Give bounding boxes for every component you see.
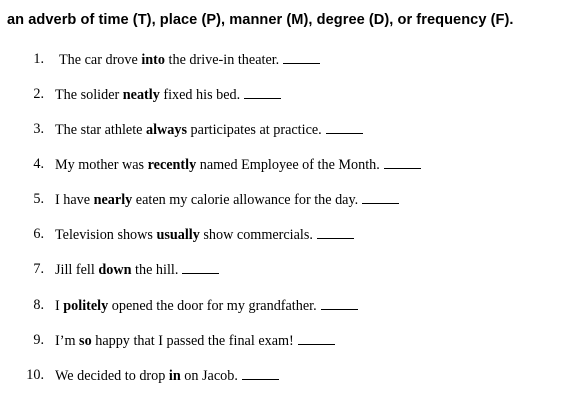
sentence-after: show commercials.	[199, 227, 313, 243]
question-number: 3.	[33, 121, 44, 137]
adverb-word: in	[168, 368, 181, 384]
question-item-8	[0, 294, 568, 316]
adverb-word: so	[79, 333, 92, 349]
answer-blank[interactable]	[326, 118, 363, 134]
answer-blank[interactable]	[244, 83, 281, 99]
question-item-9	[0, 329, 568, 351]
answer-blank[interactable]	[182, 258, 219, 274]
sentence-before: The car drove	[59, 52, 142, 68]
answer-blank[interactable]	[283, 48, 320, 64]
sentence-before: Jill fell	[55, 262, 99, 278]
question-item-3	[0, 118, 568, 140]
question-number: 2.	[33, 86, 44, 102]
sentence-before: I’m	[55, 333, 80, 349]
question-sentence	[59, 48, 320, 71]
question-sentence	[55, 223, 354, 246]
sentence-before: My mother was	[55, 157, 148, 173]
sentence-after: participates at practice.	[187, 122, 322, 138]
sentence-before: The star athlete	[55, 122, 146, 138]
sentence-before: The solider	[55, 87, 123, 103]
question-item-6	[0, 223, 568, 245]
question-item-7	[0, 258, 568, 280]
instruction-heading: an adverb of time (T), place (P), manner (M), degree (D), or frequency (F).	[7, 12, 514, 28]
sentence-after: eaten my calorie allowance for the day.	[132, 192, 359, 208]
adverb-word: into	[141, 52, 165, 68]
sentence-before: Television shows	[55, 227, 157, 243]
question-number: 6.	[33, 226, 44, 242]
question-number: 4.	[33, 156, 44, 172]
answer-blank[interactable]	[317, 223, 354, 239]
question-item-1	[0, 48, 568, 70]
answer-blank[interactable]	[384, 153, 421, 169]
question-number: 7.	[33, 261, 44, 277]
question-number: 8.	[33, 297, 44, 313]
question-sentence	[55, 364, 279, 387]
question-item-10	[0, 364, 568, 386]
question-sentence	[55, 258, 219, 281]
adverb-word: recently	[147, 157, 197, 173]
adverb-word: always	[146, 122, 187, 138]
question-number: 1.	[33, 51, 44, 67]
sentence-before: I	[55, 298, 64, 314]
question-sentence	[55, 153, 421, 176]
sentence-after: named Employee of the Month.	[196, 157, 380, 173]
answer-blank[interactable]	[321, 294, 358, 310]
answer-blank[interactable]	[362, 188, 399, 204]
sentence-before: I have	[55, 192, 94, 208]
question-sentence	[55, 83, 281, 106]
question-number: 9.	[33, 332, 44, 348]
question-item-5	[0, 188, 568, 210]
answer-blank[interactable]	[298, 329, 335, 345]
question-sentence	[55, 118, 363, 141]
adverb-word: usually	[156, 227, 200, 243]
adverb-word: neatly	[122, 87, 160, 103]
sentence-after: fixed his bed.	[159, 87, 241, 103]
question-sentence	[55, 329, 335, 352]
answer-blank[interactable]	[242, 364, 279, 380]
sentence-after: the drive-in theater.	[164, 52, 280, 68]
adverb-word: nearly	[93, 192, 133, 208]
sentence-before: We decided to drop	[55, 368, 169, 384]
question-number: 5.	[33, 191, 44, 207]
adverb-word: politely	[63, 298, 109, 314]
sentence-after: the hill.	[131, 262, 179, 278]
sentence-after: opened the door for my grandfather.	[108, 298, 317, 314]
sentence-after: happy that I passed the final exam!	[91, 333, 294, 349]
question-item-2	[0, 83, 568, 105]
question-item-4	[0, 153, 568, 175]
question-number: 10.	[26, 367, 44, 383]
sentence-after: on Jacob.	[180, 368, 238, 384]
adverb-word: down	[98, 262, 132, 278]
question-sentence	[55, 188, 399, 211]
question-sentence	[55, 294, 358, 317]
